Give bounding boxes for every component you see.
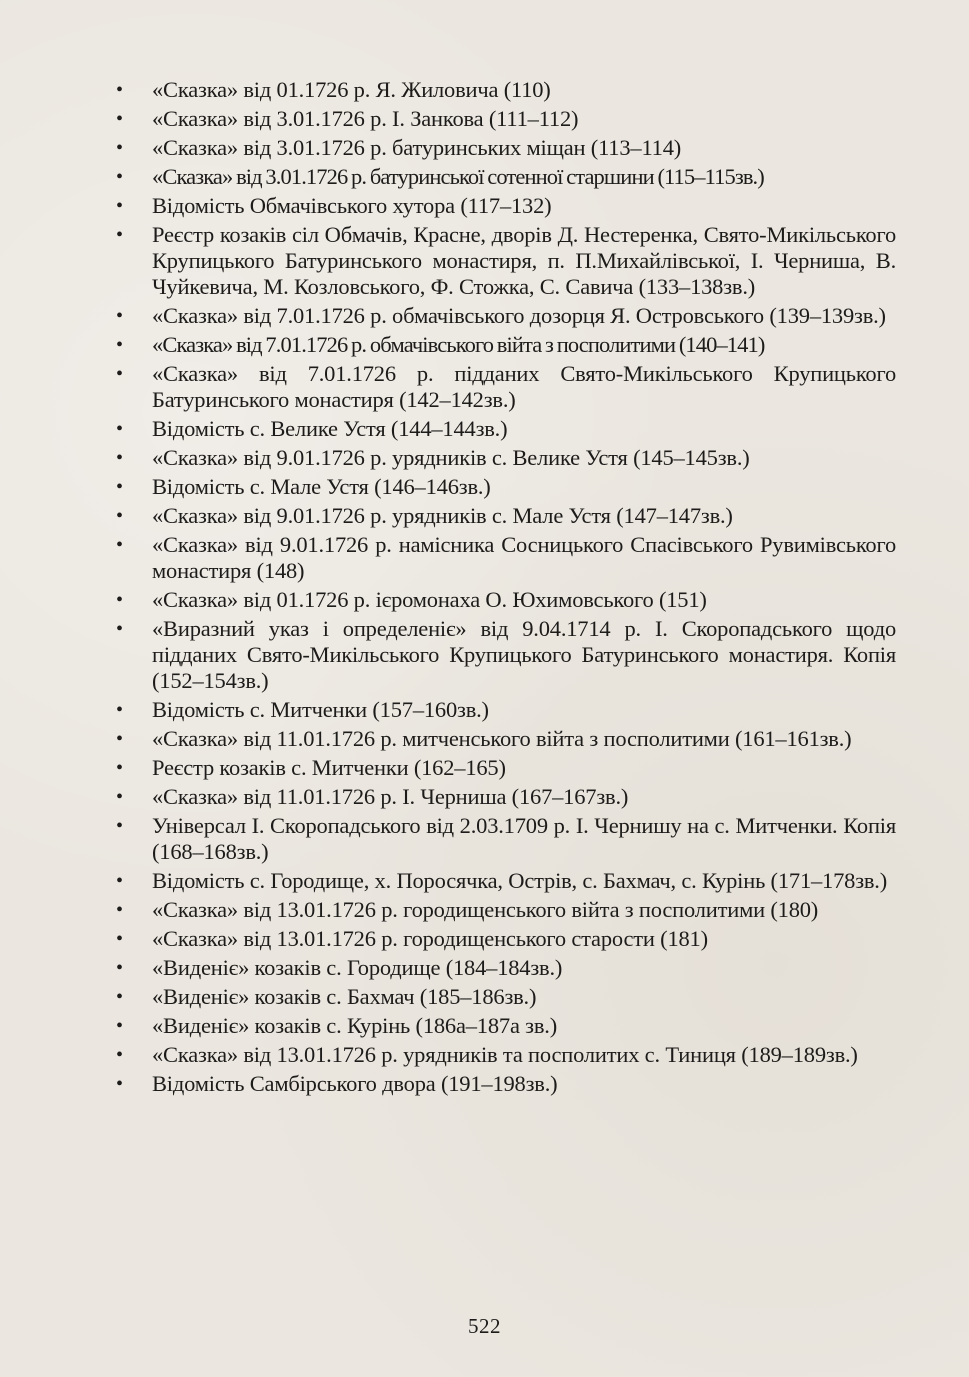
archive-document-list bbox=[112, 77, 896, 1100]
list-item-text: Реєстр козаків с. Митченки (162–165) bbox=[152, 755, 506, 780]
list-item bbox=[112, 955, 896, 981]
list-item-text: «Сказка» від 13.01.1726 р. городищенського війта з посполитими (180) bbox=[152, 897, 819, 922]
list-item-text: «Виденіє» козаків с. Бахмач (185–186зв.) bbox=[152, 984, 537, 1009]
list-item bbox=[112, 77, 896, 103]
list-item bbox=[112, 897, 896, 923]
list-item-text: Відомість Самбірського двора (191–198зв.) bbox=[152, 1071, 558, 1096]
list-item-text: «Сказка» від 3.01.1726 р. І. Занкова (111–112) bbox=[152, 106, 579, 131]
list-item bbox=[112, 332, 896, 358]
bullet-icon: • bbox=[116, 815, 123, 837]
list-item-text: «Виденіє» козаків с. Курінь (186а–187а зв.) bbox=[152, 1013, 558, 1038]
list-item bbox=[112, 503, 896, 529]
bullet-icon: • bbox=[116, 728, 123, 750]
list-item bbox=[112, 135, 896, 161]
bullet-icon: • bbox=[116, 699, 123, 721]
list-item bbox=[112, 697, 896, 723]
bullet-icon: • bbox=[116, 166, 123, 188]
list-item-text: «Сказка» від 3.01.1726 р. батуринських міщан (113–114) bbox=[152, 135, 682, 160]
list-item bbox=[112, 587, 896, 613]
list-item-text: «Сказка» від 13.01.1726 р. урядників та посполитих с. Тиниця (189–189зв.) bbox=[152, 1042, 858, 1067]
list-item bbox=[112, 784, 896, 810]
list-item bbox=[112, 926, 896, 952]
list-item bbox=[112, 532, 896, 584]
list-item-text: «Сказка» від 7.01.1726 р. підданих Свято-Микільського Крупицького Батуринського монастиря (142–142зв.) bbox=[152, 361, 896, 412]
list-item-text: Відомість с. Мале Устя (146–146зв.) bbox=[152, 474, 491, 499]
list-item bbox=[112, 416, 896, 442]
list-item-text: «Сказка» від 3.01.1726 р. батуринської сотенної старшини (115–115зв.) bbox=[152, 164, 764, 189]
bullet-icon: • bbox=[116, 137, 123, 159]
list-item-text: «Сказка» від 7.01.1726 р. обмачівського війта з посполитими (140–141) bbox=[152, 332, 765, 357]
list-item bbox=[112, 361, 896, 413]
bullet-icon: • bbox=[116, 305, 123, 327]
bullet-icon: • bbox=[116, 363, 123, 385]
bullet-icon: • bbox=[116, 1044, 123, 1066]
bullet-icon: • bbox=[116, 334, 123, 356]
list-item bbox=[112, 193, 896, 219]
list-item-text: «Сказка» від 9.01.1726 р. намісника Сосницького Спасівського Рувимівського монастиря (148) bbox=[152, 532, 896, 583]
list-item-text: «Виразний указ і определеніє» від 9.04.1714 р. І. Скоропадського щодо підданих Свято-Микільського Крупицького Батуринського монастиря. Копія (152–154зв.) bbox=[152, 616, 896, 693]
bullet-icon: • bbox=[116, 870, 123, 892]
list-item bbox=[112, 755, 896, 781]
list-item-text: «Сказка» від 9.01.1726 р. урядників с. Мале Устя (147–147зв.) bbox=[152, 503, 733, 528]
list-item bbox=[112, 1042, 896, 1068]
bullet-icon: • bbox=[116, 957, 123, 979]
list-item-text: Реєстр козаків сіл Обмачів, Красне, дворів Д. Нестеренка, Свято-Микільського Крупицького Батуринського монастиря, п. П.Михайлівської, І. Черниша, В. Чуйкевича, М. Козловського, Ф. Стожка, С. Савича (133–138зв.) bbox=[152, 222, 896, 299]
list-item bbox=[112, 616, 896, 694]
bullet-icon: • bbox=[116, 618, 123, 640]
list-item-text: Універсал І. Скоропадського від 2.03.1709 р. І. Чернишу на с. Митченки. Копія (168–168зв.) bbox=[152, 813, 896, 864]
list-item-text: «Сказка» від 01.1726 р. ієромонаха О. Юхимовського (151) bbox=[152, 587, 707, 612]
list-item bbox=[112, 1013, 896, 1039]
list-item-text: «Сказка» від 7.01.1726 р. обмачівського дозорця Я. Островського (139–139зв.) bbox=[152, 303, 886, 328]
bullet-icon: • bbox=[116, 589, 123, 611]
bullet-icon: • bbox=[116, 195, 123, 217]
list-item-text: «Сказка» від 9.01.1726 р. урядників с. Велике Устя (145–145зв.) bbox=[152, 445, 750, 470]
list-item bbox=[112, 303, 896, 329]
list-item-text: Відомість с. Митченки (157–160зв.) bbox=[152, 697, 489, 722]
list-item bbox=[112, 1071, 896, 1097]
list-item bbox=[112, 868, 896, 894]
bullet-icon: • bbox=[116, 505, 123, 527]
bullet-icon: • bbox=[116, 899, 123, 921]
bullet-icon: • bbox=[116, 928, 123, 950]
list-item bbox=[112, 106, 896, 132]
list-item bbox=[112, 813, 896, 865]
page-number: 522 bbox=[468, 1314, 501, 1338]
bullet-icon: • bbox=[116, 447, 123, 469]
list-item-text: «Сказка» від 13.01.1726 р. городищенського старости (181) bbox=[152, 926, 708, 951]
list-item-text: «Виденіє» козаків с. Городище (184–184зв.) bbox=[152, 955, 563, 980]
list-item bbox=[112, 474, 896, 500]
list-item bbox=[112, 164, 896, 190]
list-item bbox=[112, 445, 896, 471]
list-item-text: «Сказка» від 01.1726 р. Я. Жиловича (110) bbox=[152, 77, 551, 102]
list-item bbox=[112, 984, 896, 1010]
bullet-icon: • bbox=[116, 1015, 123, 1037]
list-item-text: Відомість с. Велике Устя (144–144зв.) bbox=[152, 416, 508, 441]
list-item-text: Відомість с. Городище, х. Поросячка, Острів, с. Бахмач, с. Курінь (171–178зв.) bbox=[152, 868, 888, 893]
bullet-icon: • bbox=[116, 986, 123, 1008]
bullet-icon: • bbox=[116, 224, 123, 246]
bullet-icon: • bbox=[116, 534, 123, 556]
bullet-icon: • bbox=[116, 1073, 123, 1095]
bullet-icon: • bbox=[116, 476, 123, 498]
list-item-text: Відомість Обмачівського хутора (117–132) bbox=[152, 193, 552, 218]
bullet-icon: • bbox=[116, 757, 123, 779]
bullet-icon: • bbox=[116, 418, 123, 440]
bullet-icon: • bbox=[116, 79, 123, 101]
list-item-text: «Сказка» від 11.01.1726 р. І. Черниша (167–167зв.) bbox=[152, 784, 629, 809]
list-item-text: «Сказка» від 11.01.1726 р. митченського війта з посполитими (161–161зв.) bbox=[152, 726, 852, 751]
list-item bbox=[112, 726, 896, 752]
list-item bbox=[112, 222, 896, 300]
bullet-icon: • bbox=[116, 786, 123, 808]
bullet-icon: • bbox=[116, 108, 123, 130]
